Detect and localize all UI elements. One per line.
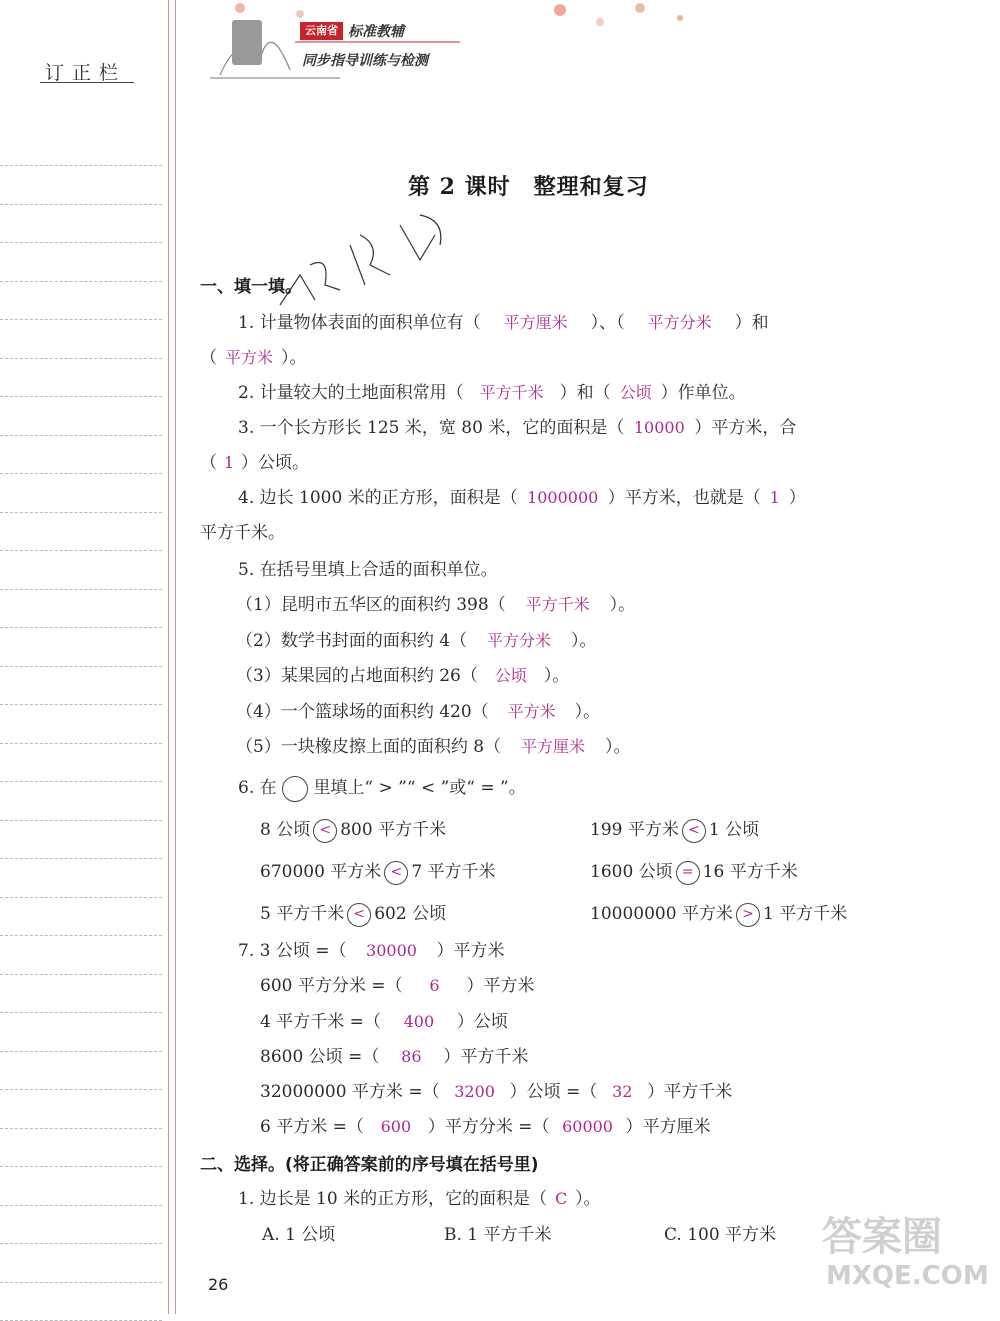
answer: 10000	[633, 418, 685, 437]
answer: 1000000	[527, 488, 599, 507]
question-1-line2	[200, 343, 307, 368]
comparison-item	[260, 857, 496, 885]
margin-rule-inner	[175, 0, 176, 1314]
watermark-line1: 答案圈	[822, 1214, 942, 1260]
margin-line	[0, 781, 162, 782]
margin-line	[0, 1012, 162, 1013]
answer: 平方厘米	[521, 737, 586, 756]
text: ）平方米	[436, 941, 505, 961]
question-3-line2	[200, 448, 309, 473]
text: 8600 公顷 =（	[260, 1046, 380, 1067]
text: 7. 3 公顷 =（	[238, 941, 347, 961]
question-1-line1	[238, 308, 769, 333]
question-4-line1	[238, 483, 806, 508]
brand-subtitle: 同步指导训练与检测	[302, 53, 428, 69]
margin-label-underline	[40, 56, 134, 83]
answer: 400	[403, 1011, 435, 1031]
header-decoration	[180, 0, 700, 80]
comparison-item	[260, 899, 446, 927]
text: ）平方米，合	[694, 418, 797, 438]
text: ）平方千米	[443, 1046, 529, 1067]
answer: 1	[223, 453, 235, 472]
margin-line	[0, 589, 162, 590]
text: ）平方米	[466, 976, 535, 997]
margin-line	[0, 396, 162, 397]
section-one-heading: 一、填一填。	[200, 277, 302, 297]
comparison-circle: =	[676, 861, 700, 885]
answer: 86	[401, 1046, 422, 1066]
choice-option-c: C. 100 平方米	[664, 1225, 777, 1245]
text: （1）昆明市五华区的面积约 398（	[236, 595, 506, 615]
question-7-row5	[260, 1077, 732, 1102]
text: 32000000 平方米 =（	[260, 1082, 440, 1102]
watermark-logo	[820, 1195, 1000, 1314]
text: ）。	[605, 737, 631, 757]
text: （	[200, 348, 217, 368]
text: （2）数学书封面的面积约 4（	[236, 630, 468, 651]
comparison-item	[590, 899, 847, 927]
text: ）、（	[590, 313, 625, 333]
answer: 3200	[454, 1082, 495, 1101]
question-7-item	[238, 936, 505, 961]
brand-title: 标准教辅	[348, 24, 404, 40]
margin-line	[0, 204, 162, 205]
text: 平方千米。	[200, 523, 285, 543]
text: 7 平方千米	[411, 862, 496, 882]
choice-option-b: B. 1 平方千米	[444, 1225, 552, 1245]
margin-line	[0, 743, 162, 744]
margin-line	[0, 974, 162, 975]
margin-line	[0, 1282, 162, 1283]
answer: 平方千米	[525, 595, 590, 614]
margin-line	[0, 242, 162, 243]
margin-line	[0, 281, 162, 282]
comparison-circle: <	[384, 861, 408, 885]
margin-line	[0, 473, 162, 474]
blank-circle-icon	[282, 776, 308, 802]
text: ）作单位。	[660, 383, 746, 403]
text: 8 公顷	[260, 820, 311, 840]
comparison-item	[590, 815, 759, 843]
answer: C	[554, 1189, 568, 1208]
answer: 60000	[562, 1117, 613, 1136]
text: ）。	[543, 666, 570, 686]
question-4-line2	[200, 518, 285, 543]
text: ）。	[571, 630, 597, 651]
text: ）。	[574, 701, 601, 722]
question-5-stem: 5. 在括号里填上合适的面积单位。	[238, 560, 498, 580]
text: 4. 边长 1000 米的正方形，面积是（	[238, 488, 518, 508]
margin-line	[0, 319, 162, 320]
question-5-item	[236, 697, 600, 722]
text: 1600 公顷	[590, 862, 673, 882]
answer: 公顷	[619, 383, 652, 402]
text: （	[200, 453, 217, 473]
question-5-item	[236, 732, 631, 757]
margin-line	[0, 858, 162, 859]
margin-line	[0, 435, 162, 436]
comparison-item	[260, 815, 446, 843]
page-title: 第 2 课时 整理和复习	[408, 174, 649, 200]
answer: 6	[429, 976, 440, 996]
answer: 平方米	[507, 701, 556, 721]
text: ）和	[734, 313, 769, 333]
margin-line	[0, 1205, 162, 1206]
comparison-circle: >	[736, 903, 760, 927]
question-5-item	[236, 661, 569, 686]
margin-line	[0, 550, 162, 551]
choice-option-a: A. 1 公顷	[262, 1225, 336, 1245]
question-6-stem	[238, 773, 526, 802]
watermark-line2: MXQE.COM	[826, 1261, 989, 1291]
margin-rule	[168, 0, 169, 1314]
margin-line	[0, 512, 162, 513]
choice-question-1	[238, 1184, 601, 1209]
text: ）平方分米 =（	[427, 1117, 550, 1137]
brand-badge: 云南省	[300, 22, 343, 40]
answer: 1	[769, 488, 780, 507]
margin-line	[0, 820, 162, 821]
answer: 32	[612, 1082, 633, 1101]
question-2	[238, 378, 746, 403]
margin-line	[0, 165, 162, 166]
margin-line	[0, 935, 162, 936]
text: 1 公顷	[708, 820, 760, 840]
text: 600 平方分米 =（	[260, 976, 403, 997]
text: ）公顷 =（	[509, 1082, 598, 1102]
margin-line	[0, 1166, 162, 1167]
margin-line	[0, 666, 162, 667]
margin-line	[0, 1089, 162, 1090]
text: 3. 一个长方形长 125 米，宽 80 米，它的面积是（	[238, 418, 625, 438]
text: 199 平方米	[590, 820, 679, 840]
text: 670000 平方米	[260, 862, 382, 882]
text: ）。	[609, 595, 636, 615]
page-number: 26	[208, 1275, 229, 1294]
text: （3）某果园的占地面积约 26（	[236, 666, 478, 686]
text: 800 平方千米	[340, 820, 447, 840]
answer: 30000	[366, 941, 417, 960]
margin-line	[0, 704, 162, 705]
question-7-item	[260, 971, 535, 996]
margin-line	[0, 1243, 162, 1244]
text: 4 平方千米 =（	[260, 1011, 381, 1032]
text: ）平方千米	[647, 1082, 733, 1102]
question-7-row6	[260, 1112, 711, 1137]
text: ）	[788, 488, 806, 508]
text: ）公顷	[456, 1011, 508, 1032]
handwritten-scribble	[270, 205, 460, 320]
text: ）平方厘米	[625, 1117, 711, 1137]
answer: 平方厘米	[503, 313, 568, 332]
comparison-circle: <	[313, 819, 337, 843]
question-7-item	[260, 1042, 528, 1067]
text: ）。	[281, 348, 307, 368]
comparison-circle: <	[347, 903, 371, 927]
margin-line	[0, 1051, 162, 1052]
text: 里填上“ > ”“ < ”或“ = ”。	[313, 778, 526, 798]
comparison-circle: <	[682, 819, 706, 843]
text: （5）一块橡皮擦上面的面积约 8（	[236, 737, 502, 757]
question-5-item	[236, 590, 635, 615]
question-3-line1	[238, 413, 796, 438]
text: 1. 计量物体表面的面积单位有（	[238, 313, 481, 333]
answer: 平方分米	[647, 313, 712, 332]
text: 16 平方千米	[702, 862, 798, 882]
text: 5 平方千米	[260, 904, 345, 924]
answer: 平方千米	[479, 383, 544, 402]
answer: 公顷	[494, 666, 527, 685]
text: 1 平方千米	[762, 904, 848, 924]
text: ）。	[575, 1189, 601, 1209]
section-two-heading: 二、选择。(将正确答案前的序号填在括号里)	[200, 1155, 539, 1175]
margin-line	[0, 1128, 162, 1129]
text: 602 公顷	[374, 904, 447, 924]
text: 2. 计量较大的土地面积常用（	[238, 383, 464, 403]
question-5-item	[236, 626, 597, 651]
text: 6. 在	[238, 778, 277, 798]
text: ）和（	[559, 383, 611, 403]
text: （4）一个篮球场的面积约 420（	[236, 701, 489, 722]
text: 1. 边长是 10 米的正方形，它的面积是（	[238, 1189, 548, 1209]
text: ）平方米，也就是（	[607, 488, 761, 508]
text: 10000000 平方米	[590, 904, 733, 924]
margin-line	[0, 627, 162, 628]
question-7-item	[260, 1007, 508, 1032]
comparison-item	[590, 857, 798, 885]
answer: 平方分米	[487, 630, 552, 650]
answer: 600	[380, 1117, 412, 1136]
margin-line	[0, 358, 162, 359]
answer: 平方米	[224, 348, 273, 367]
text: 6 平方米 =（	[260, 1117, 364, 1137]
margin-label: 订正栏	[45, 62, 127, 84]
margin-line	[0, 897, 162, 898]
text: ）公顷。	[241, 453, 309, 473]
